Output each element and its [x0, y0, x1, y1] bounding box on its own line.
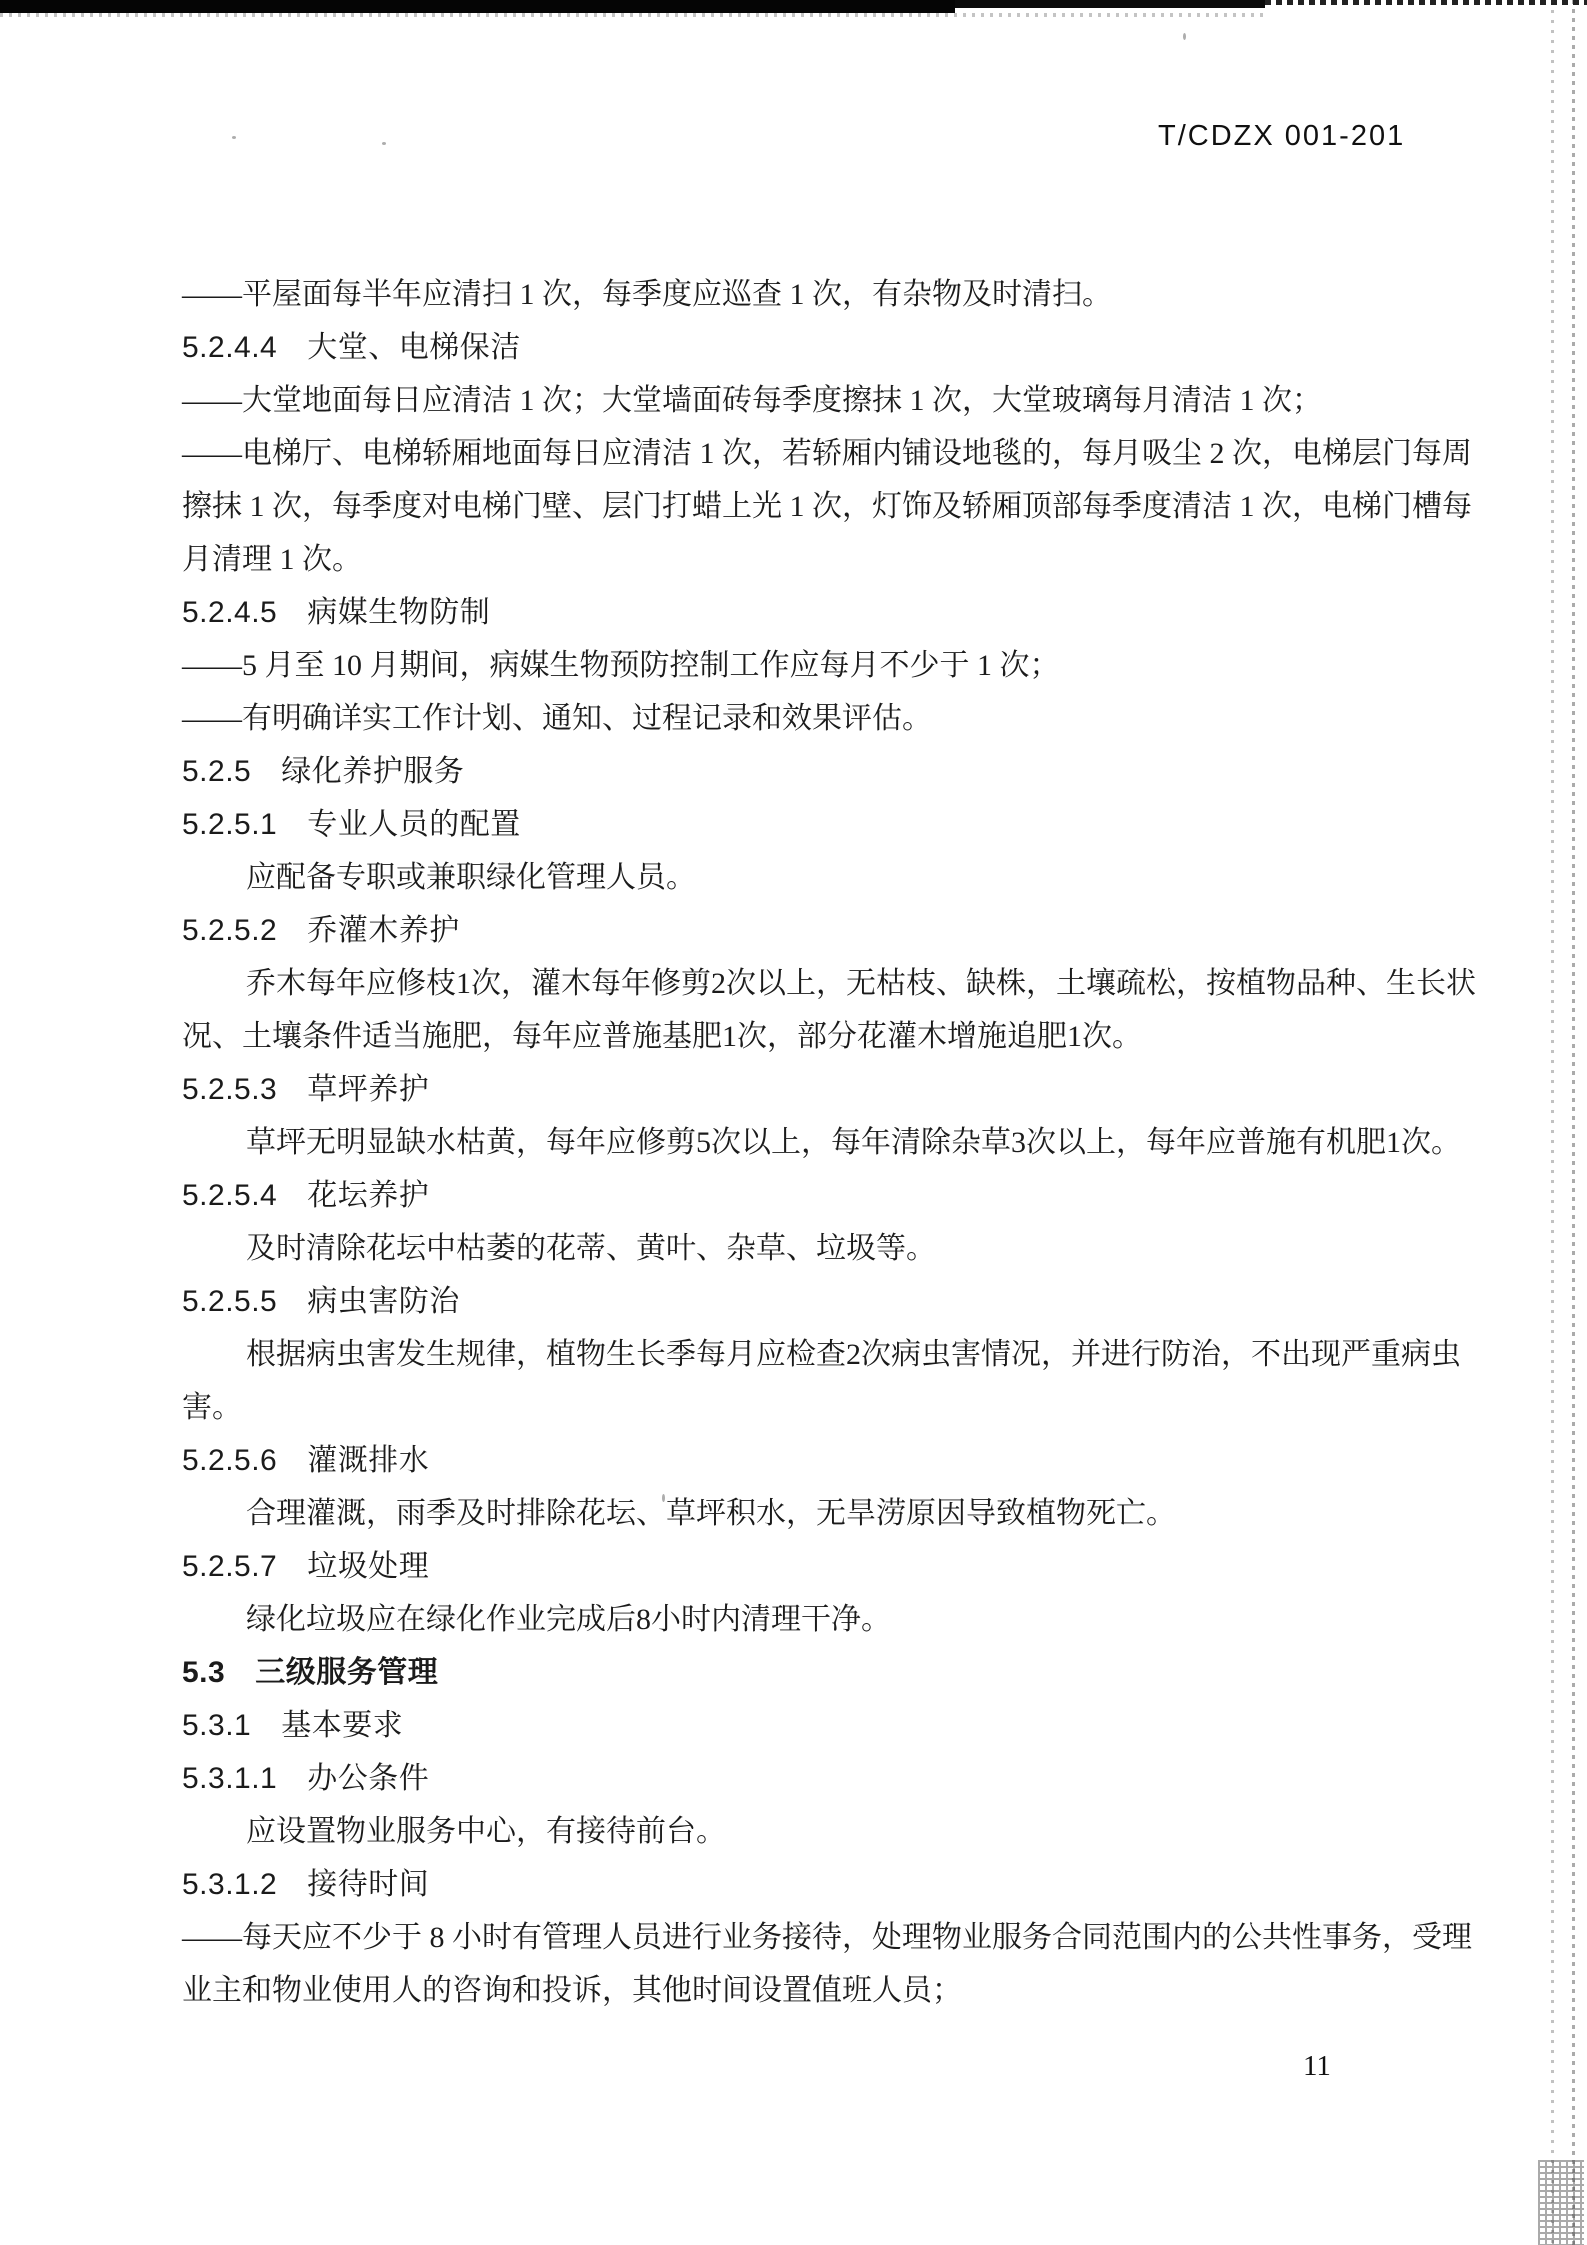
clause-title: 垃圾处理: [307, 1550, 430, 1583]
clause-title: 大堂、电梯保洁: [307, 331, 521, 364]
clause-title: 接待时间: [307, 1868, 430, 1901]
clause-heading: [182, 586, 1462, 639]
text-line: 害。: [182, 1391, 242, 1424]
text-line: 况、土壤条件适当施肥，每年应普施基肥1次，部分花灌木增施追肥1次。: [182, 1020, 1142, 1053]
clause-heading: [182, 798, 1462, 851]
scan-speckle: [232, 136, 236, 139]
clause-title: 灌溉排水: [307, 1444, 430, 1477]
scan-artifact-top: [0, 13, 1265, 17]
text-line: 乔木每年应修枝1次，灌木每年修剪2次以上，无枯枝、缺株，土壤疏松，按植物品种、生长状: [246, 967, 1476, 1000]
scan-speckle: [382, 142, 386, 145]
clause-heading: [182, 745, 1462, 798]
clause-number: 5.2.5.4: [182, 1179, 278, 1212]
clause-title: 病媒生物防制: [307, 596, 491, 629]
clause-heading: [182, 1752, 1462, 1805]
clause-heading: [182, 1540, 1462, 1593]
clause-heading: [182, 1275, 1462, 1328]
scan-artifact-top: [0, 0, 955, 13]
text-line: 草坪无明显缺水枯黄，每年应修剪5次以上，每年清除杂草3次以上，每年应普施有机肥1次。: [246, 1126, 1461, 1159]
clause-heading: [182, 1169, 1462, 1222]
clause-title: 基本要求: [281, 1709, 404, 1742]
clause-title: 办公条件: [307, 1762, 430, 1795]
text-line: 合理灌溉，雨季及时排除花坛、草坪积水，无旱涝原因导致植物死亡。: [246, 1497, 1176, 1530]
text-line: 绿化垃圾应在绿化作业完成后8小时内清理干净。: [246, 1603, 891, 1636]
page-number: 11: [1303, 2050, 1331, 2082]
text-line: 应设置物业服务中心，有接待前台。: [246, 1815, 726, 1848]
clause-title: 绿化养护服务: [281, 755, 465, 788]
text-line: ——5 月至 10 月期间，病媒生物预防控制工作应每月不少于 1 次；: [182, 649, 1060, 682]
clause-number: 5.2.5.2: [182, 914, 278, 947]
clause-heading: [182, 1858, 1462, 1911]
clause-number: 5.3.1: [182, 1709, 252, 1742]
text-line: 应配备专职或兼职绿化管理人员。: [246, 861, 696, 894]
clause-heading: [182, 321, 1462, 374]
scan-artifact-top: [1265, 0, 1587, 5]
text-line: ——每天应不少于 8 小时有管理人员进行业务接待，处理物业服务合同范围内的公共性事务，受理: [182, 1921, 1472, 1954]
scan-artifact-right-edge: [1551, 0, 1554, 2245]
clause-title: 草坪养护: [307, 1073, 430, 1106]
standard-code-header: T/CDZX 001-201: [1158, 120, 1406, 152]
clause-title: 花坛养护: [307, 1179, 430, 1212]
clause-title: 病虫害防治: [307, 1285, 460, 1318]
scan-artifact-top: [955, 0, 1265, 8]
clause-heading: [182, 1063, 1462, 1116]
text-line: 及时清除花坛中枯萎的花蒂、黄叶、杂草、垃圾等。: [246, 1232, 936, 1265]
text-line: 根据病虫害发生规律，植物生长季每月应检查2次病虫害情况，并进行防治，不出现严重病虫: [246, 1338, 1461, 1371]
text-line: 擦抹 1 次，每季度对电梯门壁、层门打蜡上光 1 次，灯饰及轿厢顶部每季度清洁 1 次，电梯门槽每: [182, 490, 1472, 523]
text-line: ——有明确详实工作计划、通知、过程记录和效果评估。: [182, 702, 932, 735]
clause-number: 5.2.5: [182, 755, 252, 788]
clause-number: 5.2.5.3: [182, 1073, 278, 1106]
scan-artifact-right-edge: [1572, 0, 1575, 2245]
clause-heading: [182, 1434, 1462, 1487]
scan-speckle: [1183, 33, 1186, 40]
clause-heading: [182, 904, 1462, 957]
clause-number: 5.2.4.4: [182, 331, 278, 364]
text-line: ——电梯厅、电梯轿厢地面每日应清洁 1 次，若轿厢内铺设地毯的，每月吸尘 2 次，电梯层门每周: [182, 437, 1472, 470]
clause-number: 5.2.5.7: [182, 1550, 278, 1583]
text-line: ——平屋面每半年应清扫 1 次，每季度应巡查 1 次，有杂物及时清扫。: [182, 278, 1112, 311]
text-line: ——大堂地面每日应清洁 1 次；大堂墙面砖每季度擦抹 1 次，大堂玻璃每月清洁 1 次；: [182, 384, 1322, 417]
clause-number: 5.3.1.2: [182, 1868, 278, 1901]
clause-number: 5.3.1.1: [182, 1762, 278, 1795]
clause-number: 5.2.4.5: [182, 596, 278, 629]
clause-heading: [182, 1646, 1462, 1699]
clause-title: 乔灌木养护: [307, 914, 460, 947]
clause-number: 5.2.5.6: [182, 1444, 278, 1477]
scan-artifact-corner: [1538, 2160, 1584, 2245]
clause-number: 5.3: [182, 1656, 226, 1689]
clause-title: 专业人员的配置: [307, 808, 521, 841]
text-line: 月清理 1 次。: [182, 543, 362, 576]
text-line: 业主和物业使用人的咨询和投诉，其他时间设置值班人员；: [182, 1974, 962, 2007]
clause-number: 5.2.5.1: [182, 808, 278, 841]
document-body: [182, 268, 1476, 2017]
clause-heading: [182, 1699, 1462, 1752]
clause-title: 三级服务管理: [255, 1656, 439, 1689]
clause-number: 5.2.5.5: [182, 1285, 278, 1318]
